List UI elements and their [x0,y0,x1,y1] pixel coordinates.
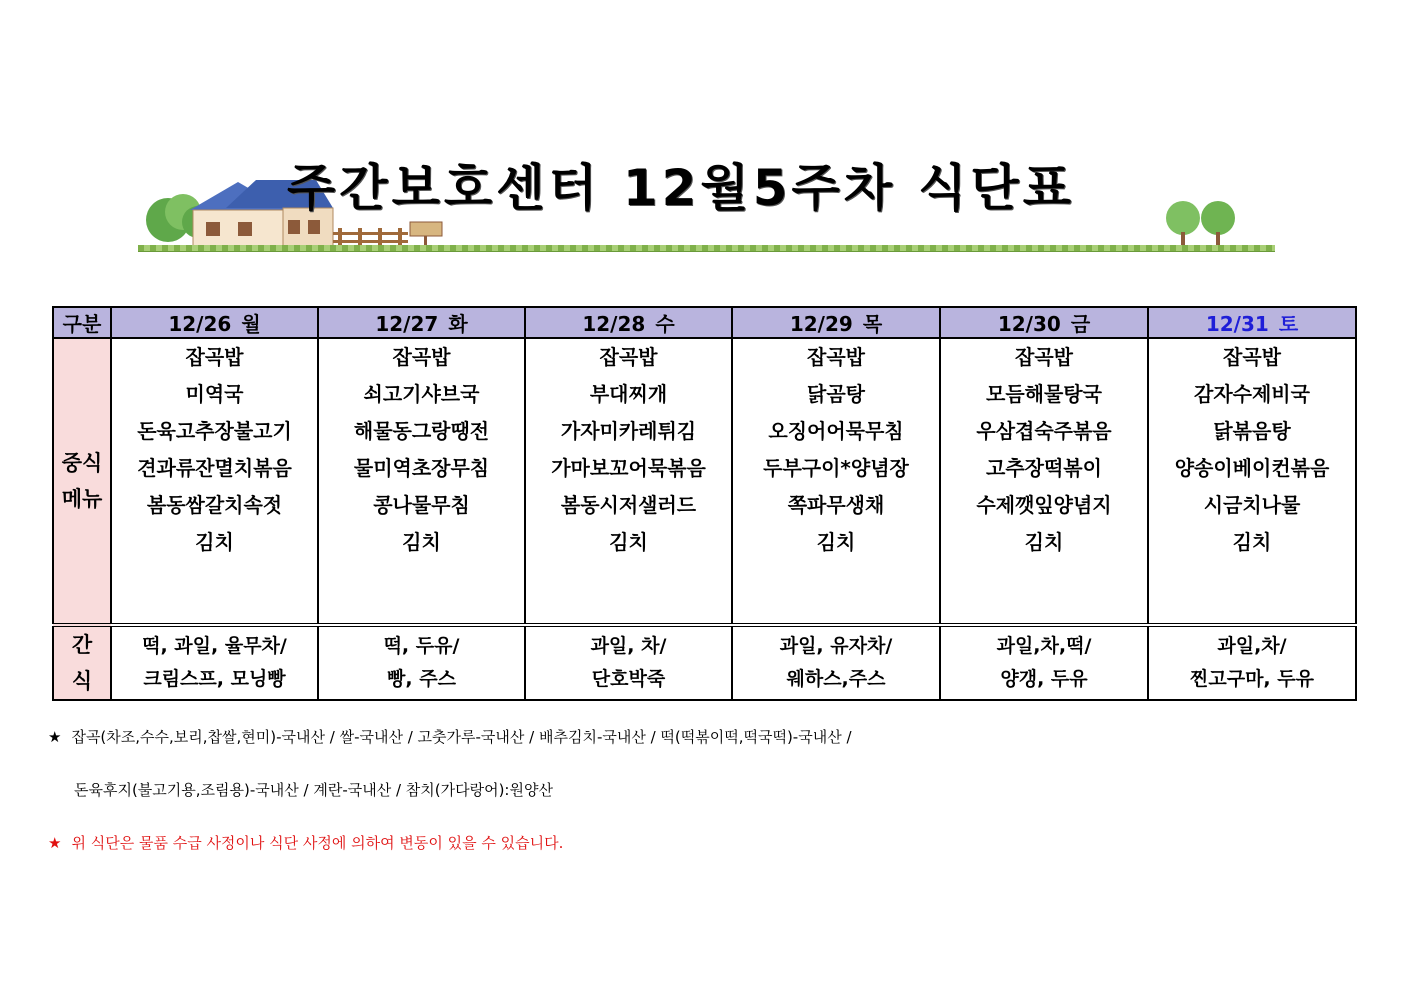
menu-item: 부대찌개 [589,382,668,406]
snack-item: 크림스프, 모닝빵 [143,668,286,690]
snack-item: 과일,차/ [1217,635,1287,657]
day-header [318,307,525,338]
origin-note-line-2 [74,779,553,800]
menu-item: 잡곡밥 [185,345,244,369]
star-icon: ★ [48,834,62,852]
meal-table [52,306,1357,701]
snack-label [53,625,111,700]
menu-item: 미역국 [185,382,244,406]
menu-item: 콩나물무침 [373,493,470,517]
menu-item: 봄동쌈갈치속젓 [146,493,283,517]
day-header [525,307,732,338]
snack-item: 웨하스,주스 [786,668,886,690]
snack-label-line: 식 [71,669,93,693]
menu-item: 김치 [402,530,441,554]
lunch-label-line: 중식 [61,451,103,475]
snack-item: 떡, 두유/ [383,635,460,657]
lunch-label-line: 메뉴 [61,487,103,511]
snack-item: 찐고구마, 두유 [1190,668,1314,690]
menu-item: 김치 [609,530,648,554]
menu-item: 수제깻잎양념지 [976,493,1112,517]
menu-item: 가자미카레튀김 [560,419,697,443]
snack-label-line: 간 [71,633,93,657]
menu-item: 가마보꼬어묵볶음 [551,456,706,480]
snack-item: 과일, 유자차/ [779,635,893,657]
day-header [940,307,1148,338]
day-date: 12/26 [168,312,232,336]
menu-item: 물미역초장무침 [353,456,490,480]
menu-item: 해물동그랑땡전 [353,419,490,443]
change-warning [48,832,563,853]
snack-cell [940,625,1148,700]
day-date: 12/29 [789,312,853,336]
menu-item: 견과류잔멸치볶음 [137,456,292,480]
menu-item: 모듬해물탕국 [986,382,1102,406]
snack-cell [525,625,732,700]
day-weekday: 목 [862,312,883,336]
day-date: 12/28 [582,312,646,336]
title-week: 12월5주차 [622,159,897,217]
menu-item: 우삼겹숙주볶음 [976,419,1112,443]
snack-item: 떡, 과일, 율무차/ [142,635,287,657]
menu-item: 오징어어묵무침 [768,419,904,443]
day-weekday: 금 [1070,312,1091,336]
menu-item: 잡곡밥 [599,345,658,369]
menu-item: 잡곡밥 [1015,345,1073,369]
menu-item: 닭볶음탕 [1213,419,1291,443]
menu-item: 잡곡밥 [392,345,451,369]
menu-item: 닭곰탕 [807,382,865,406]
day-weekday: 토 [1278,312,1299,336]
star-icon: ★ [48,728,62,746]
menu-item: 두부구이*양념장 [763,456,909,480]
snack-item: 양갱, 두유 [1000,668,1088,690]
page-title [287,148,1075,220]
lunch-row [53,338,1356,625]
menu-item: 감자수제비국 [1194,382,1310,406]
title-center-name: 주간보호센터 [287,159,601,217]
menu-item: 봄동시저샐러드 [560,493,697,517]
origin-text: 돈육후지(불고기용,조림용)-국내산 / 계란-국내산 / 참치(가다랑어):원양산 [74,781,553,799]
title-menu: 식단표 [918,159,1075,217]
origin-note-line-1 [48,726,852,747]
menu-item: 쇠고기샤브국 [363,382,480,406]
menu-item: 김치 [816,530,856,554]
snack-item: 빵, 주스 [387,668,456,690]
grass-strip [138,245,1275,252]
lunch-cell [1148,338,1356,625]
day-weekday: 화 [448,312,468,336]
day-date: 12/30 [997,312,1061,336]
day-weekday: 월 [241,312,261,336]
snack-cell [1148,625,1356,700]
snack-item: 과일,차,떡/ [996,635,1092,657]
lunch-cell [525,338,732,625]
snack-row [53,625,1356,700]
menu-item: 양송이베이컨볶음 [1174,456,1330,480]
day-header-saturday [1148,307,1356,338]
snack-cell [732,625,940,700]
day-date: 12/27 [375,312,439,336]
corner-label: 구분 [53,307,111,338]
warning-text: 위 식단은 물품 수급 사정이나 식단 사정에 의하여 변동이 있을 수 있습니다. [71,834,564,852]
day-header [111,307,318,338]
origin-text: 잡곡(차조,수수,보리,찹쌀,현미)-국내산 / 쌀-국내산 / 고춧가루-국내산 / 배추김치-국내산 / 떡(떡볶이떡,떡국떡)-국내산 / [71,728,852,746]
lunch-cell [732,338,940,625]
menu-item: 잡곡밥 [807,345,865,369]
day-header [732,307,940,338]
snack-item: 단호박죽 [591,668,666,690]
menu-item: 시금치나물 [1203,493,1301,517]
menu-item: 고추장떡볶이 [986,456,1102,480]
lunch-cell [318,338,525,625]
menu-item: 김치 [1232,530,1272,554]
day-weekday: 수 [655,312,675,336]
lunch-cell [111,338,318,625]
menu-item: 돈육고추장불고기 [137,419,292,443]
menu-item: 쪽파무생채 [787,493,885,517]
menu-item: 잡곡밥 [1223,345,1281,369]
snack-cell [111,625,318,700]
day-date: 12/31 [1205,312,1269,336]
menu-item: 김치 [1024,530,1064,554]
snack-cell [318,625,525,700]
lunch-label [53,338,111,625]
header-row [53,307,1356,338]
menu-item: 김치 [195,530,234,554]
lunch-cell [940,338,1148,625]
snack-item: 과일, 차/ [590,635,667,657]
